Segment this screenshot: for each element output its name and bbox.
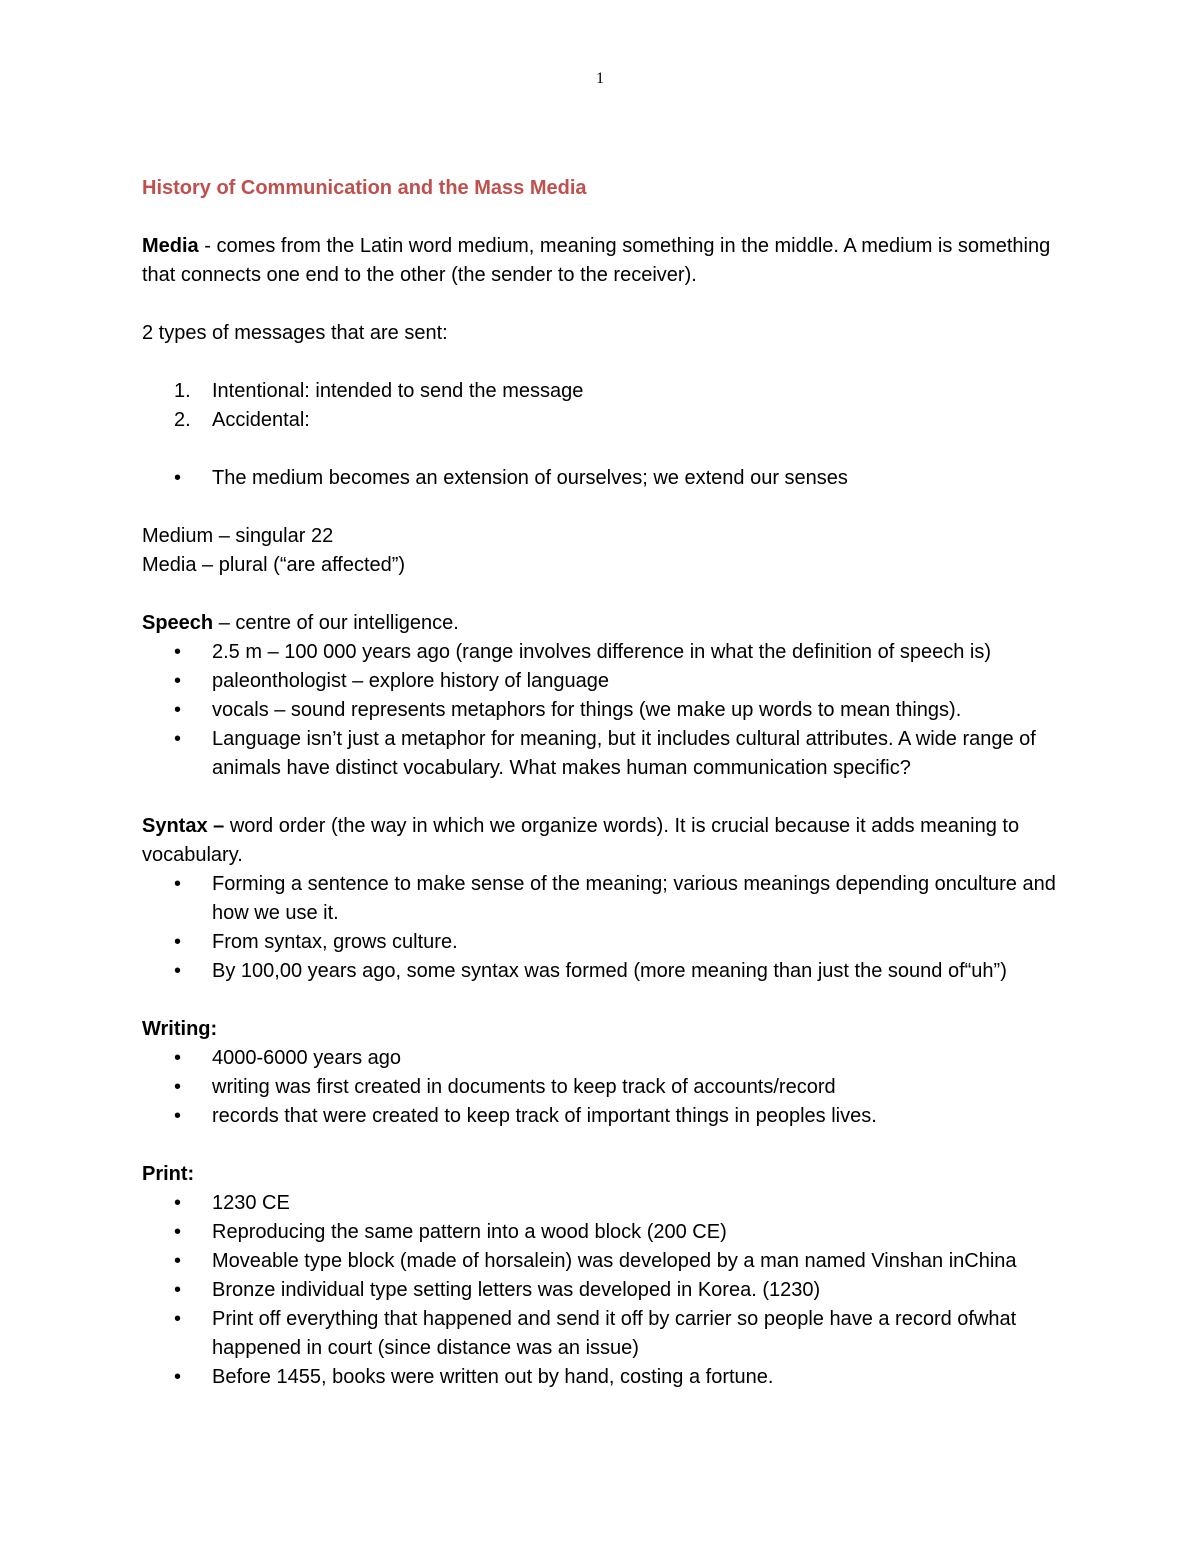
list-item-text: paleonthologist – explore history of language bbox=[212, 670, 609, 692]
syntax-heading bbox=[142, 812, 1062, 870]
list-item bbox=[142, 870, 1062, 928]
syntax-list bbox=[142, 870, 1062, 986]
list-item-text: Bronze individual type setting letters was developed in Korea. (1230) bbox=[212, 1279, 821, 1301]
list-item-text: Forming a sentence to make sense of the meaning; various meanings depending onculture and how we use it. bbox=[212, 873, 1056, 924]
bullet-icon: • bbox=[174, 1250, 182, 1272]
bullet-icon: • bbox=[174, 873, 182, 895]
speech-text: – centre of our intelligence. bbox=[213, 612, 459, 634]
list-item bbox=[142, 406, 1062, 435]
list-item-text: Accidental: bbox=[212, 409, 310, 431]
list-item-text: The medium becomes an extension of ourselves; we extend our senses bbox=[212, 467, 848, 489]
bullet-icon: • bbox=[174, 641, 182, 663]
list-item-text: Language isn’t just a metaphor for meaning, but it includes cultural attributes. A wide range of animals have distinct vocabulary. What makes human communication specific? bbox=[212, 728, 1036, 779]
list-item-text: 2.5 m – 100 000 years ago (range involves difference in what the definition of speech is) bbox=[212, 641, 991, 663]
page-number: 1 bbox=[596, 70, 604, 87]
bullet-icon: • bbox=[174, 931, 182, 953]
syntax-text: word order (the way in which we organize words). It is crucial because it adds meaning to vocabulary. bbox=[142, 815, 1020, 866]
document-body bbox=[142, 174, 1062, 1392]
list-item bbox=[142, 1189, 1062, 1218]
bullet-icon: • bbox=[174, 1047, 182, 1069]
bullet-icon: • bbox=[174, 1308, 182, 1330]
list-number: 1. bbox=[174, 380, 191, 402]
list-item bbox=[142, 1073, 1062, 1102]
medium-singular: Medium – singular 22 bbox=[142, 525, 334, 547]
bullet-icon: • bbox=[174, 1105, 182, 1127]
bullet-icon: • bbox=[174, 467, 182, 489]
list-item bbox=[142, 957, 1062, 986]
media-definition bbox=[142, 232, 1062, 290]
list-item bbox=[142, 1305, 1062, 1363]
bullet-icon: • bbox=[174, 1076, 182, 1098]
bullet-icon: • bbox=[174, 960, 182, 982]
list-item-text: vocals – sound represents metaphors for things (we make up words to mean things). bbox=[212, 699, 962, 721]
list-item-text: Reproducing the same pattern into a wood block (200 CE) bbox=[212, 1221, 727, 1243]
speech-heading bbox=[142, 609, 1062, 638]
syntax-term: Syntax – bbox=[142, 815, 225, 837]
list-item bbox=[142, 1276, 1062, 1305]
extension-list bbox=[142, 464, 1062, 493]
list-item-text: writing was first created in documents to keep track of accounts/record bbox=[212, 1076, 836, 1098]
list-item bbox=[142, 1247, 1062, 1276]
list-item-text: By 100,00 years ago, some syntax was formed (more meaning than just the sound of“uh”) bbox=[212, 960, 1007, 982]
speech-list bbox=[142, 638, 1062, 783]
list-item-text: records that were created to keep track of important things in peoples lives. bbox=[212, 1105, 877, 1127]
list-item bbox=[142, 696, 1062, 725]
list-item-text: 4000-6000 years ago bbox=[212, 1047, 402, 1069]
list-item bbox=[142, 377, 1062, 406]
bullet-icon: • bbox=[174, 1192, 182, 1214]
list-number: 2. bbox=[174, 409, 191, 431]
list-item bbox=[142, 464, 1062, 493]
media-plural: Media – plural (“are affected”) bbox=[142, 554, 406, 576]
bullet-icon: • bbox=[174, 1221, 182, 1243]
list-item bbox=[142, 725, 1062, 783]
document-title: History of Communication and the Mass Media bbox=[142, 177, 587, 199]
list-item-text: From syntax, grows culture. bbox=[212, 931, 458, 953]
list-item bbox=[142, 1102, 1062, 1131]
print-list bbox=[142, 1189, 1062, 1392]
bullet-icon: • bbox=[174, 1279, 182, 1301]
message-types-list bbox=[142, 377, 1062, 435]
bullet-icon: • bbox=[174, 1366, 182, 1388]
messages-intro: 2 types of messages that are sent: bbox=[142, 322, 448, 344]
list-item bbox=[142, 928, 1062, 957]
list-item-text: 1230 CE bbox=[212, 1192, 290, 1214]
list-item bbox=[142, 1363, 1062, 1392]
media-definition-text: - comes from the Latin word medium, meaning something in the middle. A medium is something that connects one end to the other (the sender to the receiver). bbox=[142, 235, 1051, 286]
print-heading: Print: bbox=[142, 1163, 195, 1185]
bullet-icon: • bbox=[174, 670, 182, 692]
list-item bbox=[142, 667, 1062, 696]
speech-term: Speech bbox=[142, 612, 214, 634]
media-term: Media bbox=[142, 235, 199, 257]
list-item bbox=[142, 1044, 1062, 1073]
bullet-icon: • bbox=[174, 728, 182, 750]
bullet-icon: • bbox=[174, 699, 182, 721]
writing-heading: Writing: bbox=[142, 1018, 218, 1040]
list-item bbox=[142, 1218, 1062, 1247]
list-item-text: Before 1455, books were written out by hand, costing a fortune. bbox=[212, 1366, 774, 1388]
list-item-text: Print off everything that happened and send it off by carrier so people have a record ofwhat happened in court (since distance was an issue) bbox=[212, 1308, 1017, 1359]
writing-list bbox=[142, 1044, 1062, 1131]
list-item-text: Intentional: intended to send the message bbox=[212, 380, 584, 402]
list-item bbox=[142, 638, 1062, 667]
list-item-text: Moveable type block (made of horsalein) was developed by a man named Vinshan inChina bbox=[212, 1250, 1017, 1272]
